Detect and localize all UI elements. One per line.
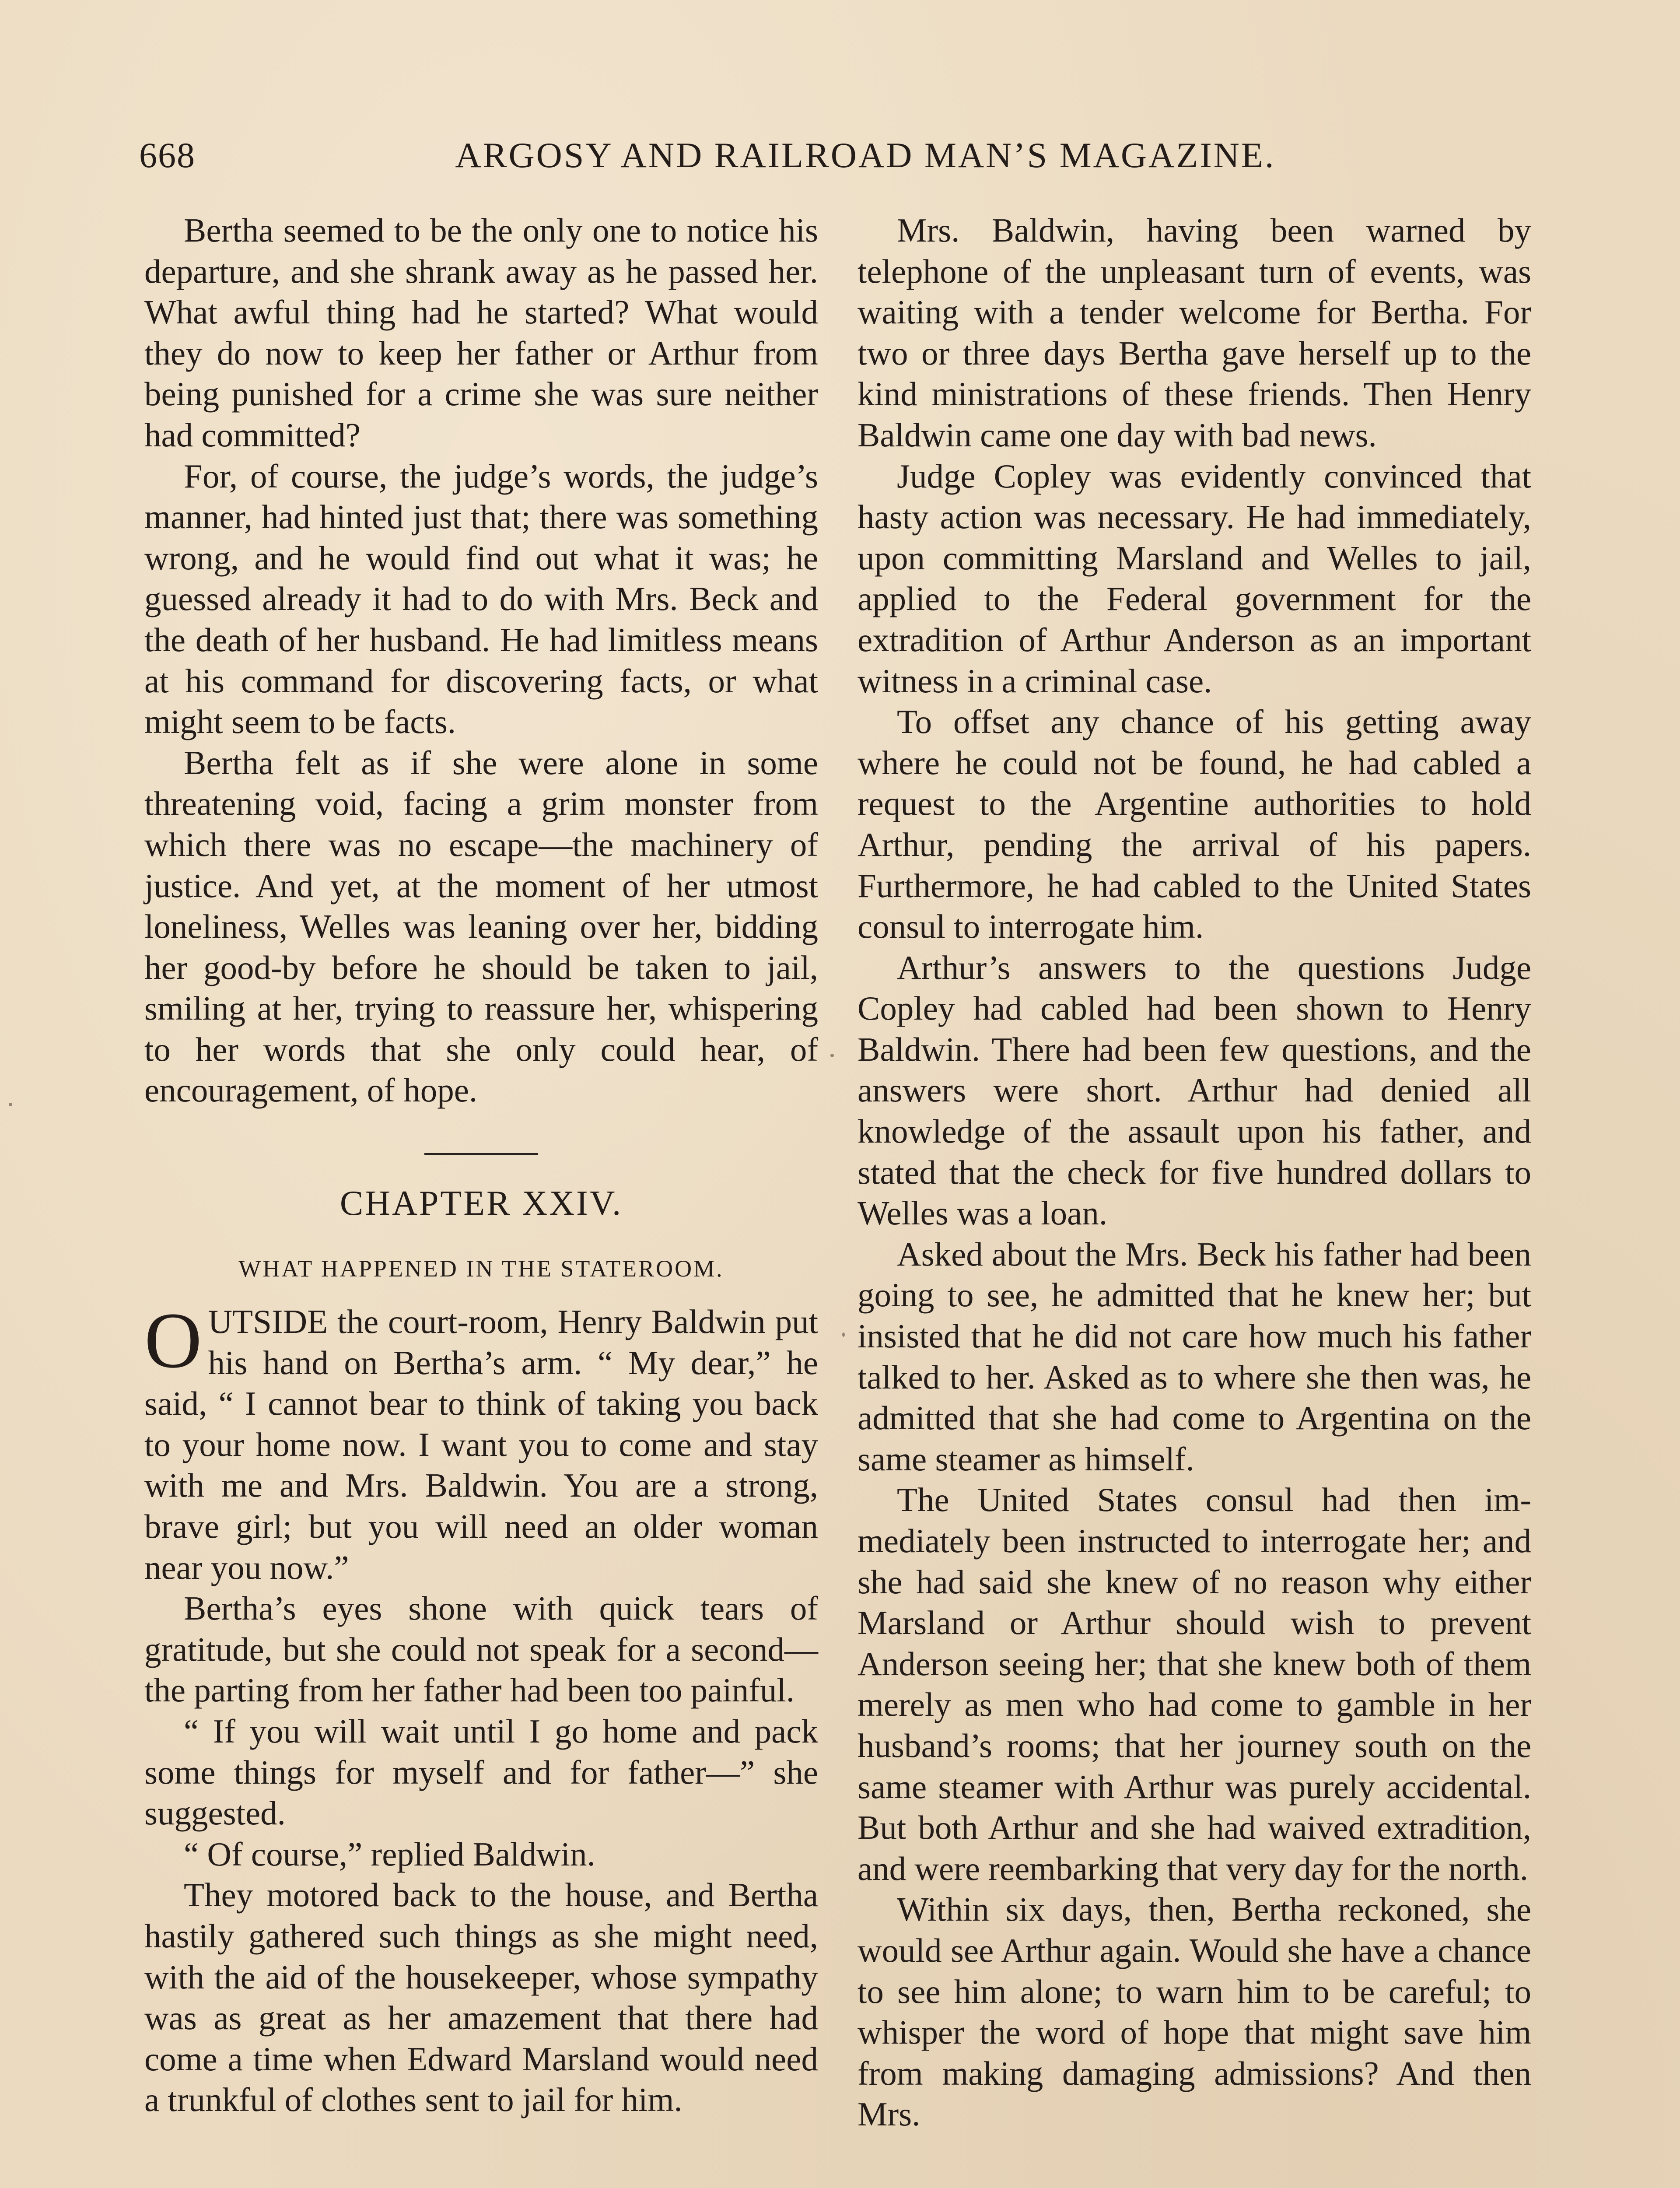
section-divider [424,1153,538,1155]
paragraph: Bertha felt as if she were alone in some threatening void, facing a grim monster from which there was no escape—the machinery of justice. And yet, at the moment of her utmost loneliness, Welles was leaning over her, bidding her good-by before he should be taken to jail, smiling at her, trying to reassure her, whispering to her words that she only could hear, of encouragement, of hope. [144,743,818,1109]
paragraph: Within six days, then, Bertha reckoned, she would see Arthur again. Would she have a chance to see him alone; to warn him to be careful; to whisper the word of hope that might save him from making damaging admissions? And then Mrs. [858,1890,1531,2133]
paragraph: “ Of course,” replied Baldwin. [184,1835,595,1873]
paragraph: To offset any chance of his getting away where he could not be found, he had cabled a request to the Argentine authorities to hold Arthur, pending the arrival of his papers. Furthermore, he had cabled to the United States consul to interrogate him. [858,703,1531,946]
paragraph: They motored back to the house, and Bertha hastily gathered such things as she might need, with the aid of the housekeeper, whose sympathy was as great as her amazement that there had come a time when Edward Marsland would need a trunkful of clothes sent to jail for him. [144,1876,818,2119]
paragraph: Mrs. Baldwin, having been warned by telephone of the unpleasant turn of events, was waiting with a tender welcome for Bertha. For two or three days Bertha gave herself up to the kind ministrations of these friends. Then Henry Baldwin came one day with bad news. [858,211,1531,454]
paragraph: For, of course, the judge’s words, the judge’s manner, had hinted just that; there was something wrong, and he would find out what it was; he guessed already it had to do with Mrs. Beck and the death of her husband. He had limitless means at his command for discovering facts, or what might seem to be facts. [144,457,818,741]
paper-speck [830,1054,834,1057]
paragraph: Judge Copley was evidently convinced that hasty action was necessary. He had immediately, upon committing Marsland and Welles to jail, applied to the Federal government for the extradition of Arthur Anderson as an important witness in a criminal case. [858,457,1531,700]
paragraph: Bertha seemed to be the only one to notice his departure, and she shrank away as he passed her. What awful thing had he started? What would they do now to keep her father or Arthur from being punished for a crime she was sure neither had committed? [144,211,818,454]
left-column [144,210,818,2121]
paragraph: Asked about the Mrs. Beck his father had been going to see, he admitted that he knew her; but insisted that he did not care how much his father talked to her. Asked as to where she then was, he admitted that she had come to Argentina on the same steamer as himself. [858,1235,1531,1478]
paragraph: The United States consul had then immediately been instructed to interrogate her; and she had said she knew of no reason why either Marsland or Arthur should wish to prevent Anderson seeing her; that she knew both of them merely as men who had come to gamble in her husband’s rooms; that her journey south on the same steamer with Arthur was purely accidental. But both Arthur and she had waived extradition, and were reembarking that very day for the north. [858,1481,1531,1887]
right-column [858,210,1531,2135]
paper-speck [842,1332,845,1337]
paper-speck [9,1103,12,1106]
page-header [139,131,1539,179]
paragraph: “ If you will wait until I go home and pack some things for myself and for father—” she suggested. [144,1712,818,1832]
drop-cap: O [144,1297,202,1385]
page-number: 668 [139,135,196,175]
opening-paragraph-text: UTSIDE the court-room, Henry Baldwin put his hand on Bertha’s arm. “ My dear,” he said, “ I cannot bear to think of taking you back to your home now. I want you to come and stay with me and Mrs. Baldwin. You are a strong, brave girl; but you will need an older woman near you now.” [144,1303,818,1586]
chapter-subtitle: WHAT HAPPENED IN THE STATEROOM. [238,1255,724,1282]
paragraph: Bertha’s eyes shone with quick tears of gratitude, but she could not speak for a second—the parting from her father had been too painful. [144,1589,818,1709]
chapter-heading: CHAPTER XXIV. [340,1184,623,1223]
paragraph: Arthur’s answers to the questions Judge Copley had cabled had been shown to Henry Baldwin. There had been few questions, and the answers were short. Arthur had denied all knowledge of the assault upon his father, and stated that the check for five hundred dollars to Welles was a loan. [858,948,1531,1232]
opening-paragraph [144,1297,818,1588]
running-title: ARGOSY AND RAILROAD MAN’S MAGAZINE. [455,135,1276,175]
